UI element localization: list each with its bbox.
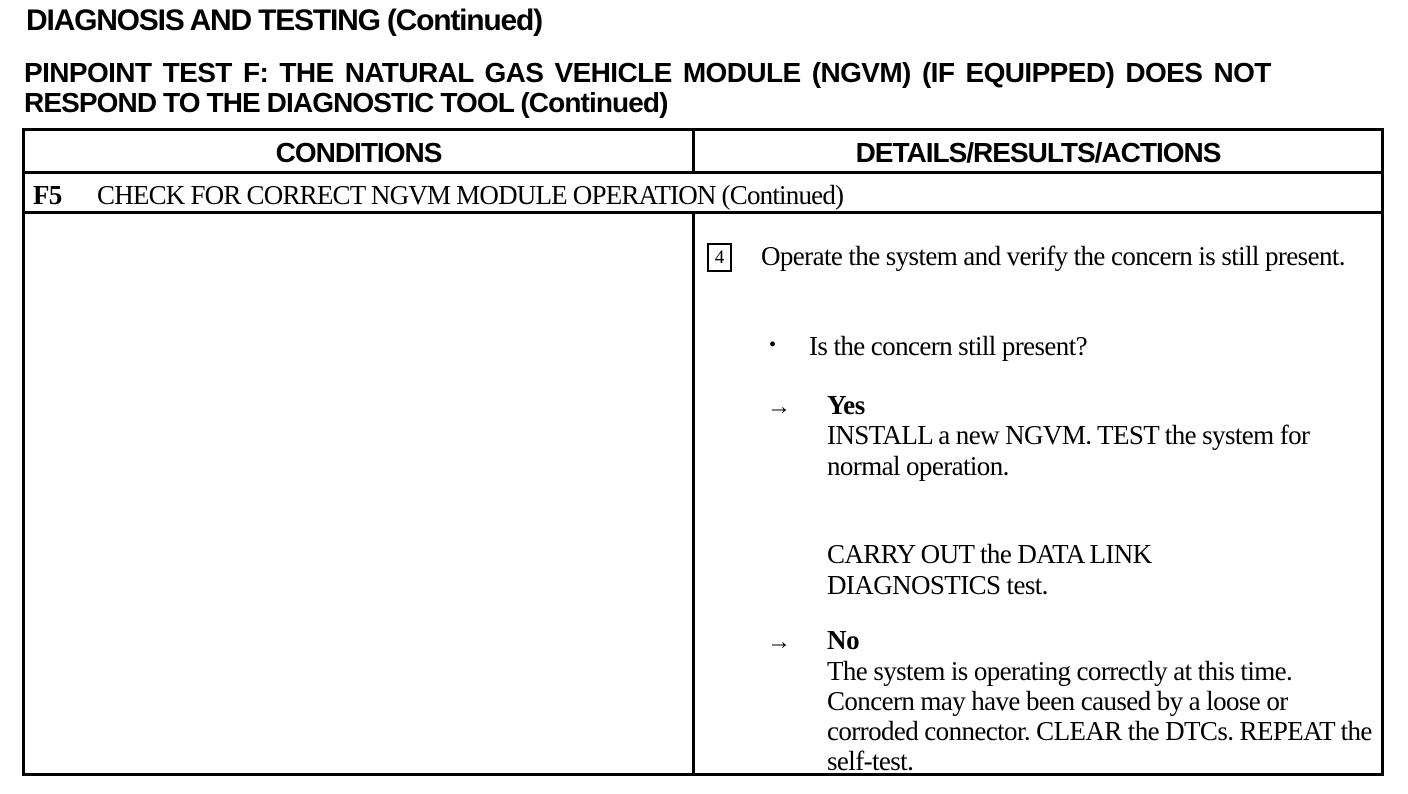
details-column-header: DETAILS/RESULTS/ACTIONS bbox=[855, 137, 1221, 168]
no-action: The system is operating correctly at this time. Concern may have been caused by a loose or corroded connector. CLEAR the DTCs. REPEAT the self-test. bbox=[827, 656, 1372, 776]
pinpoint-test-title-line-1: PINPOINT TEST F: THE NATURAL GAS VEHICLE MODULE (NGVM) (IF EQUIPPED) DOES NOT bbox=[24, 57, 1271, 88]
column-divider bbox=[692, 131, 695, 773]
yes-action: INSTALL a new NGVM. TEST the system for normal operation. bbox=[827, 420, 1310, 481]
step-row bbox=[25, 174, 1381, 211]
pinpoint-test-title-line-2: RESPOND TO THE DIAGNOSTIC TOOL (Continued) bbox=[24, 87, 668, 118]
substep-question: Is the concern still present? bbox=[809, 331, 1087, 361]
step-id: F5 bbox=[33, 180, 62, 210]
yes-label: Yes bbox=[827, 390, 865, 420]
yes-arrow-icon: → bbox=[767, 394, 789, 420]
conditions-column-header: CONDITIONS bbox=[275, 137, 442, 168]
no-label: No bbox=[827, 625, 860, 655]
yes-action-data-link: CARRY OUT the DATA LINK DIAGNOSTICS test. bbox=[827, 539, 1152, 600]
substep-number-box: 4 bbox=[707, 243, 732, 272]
page-title: DIAGNOSIS AND TESTING (Continued) bbox=[26, 4, 542, 37]
pinpoint-test-table bbox=[22, 128, 1384, 776]
no-arrow-icon: → bbox=[767, 629, 789, 655]
pinpoint-test-title bbox=[24, 58, 1396, 118]
step-row-divider bbox=[25, 211, 1381, 214]
step-title: CHECK FOR CORRECT NGVM MODULE OPERATION (Continued) bbox=[97, 180, 844, 210]
substep-instruction: Operate the system and verify the concern is still present. bbox=[761, 241, 1345, 271]
bullet-icon: • bbox=[769, 334, 777, 356]
